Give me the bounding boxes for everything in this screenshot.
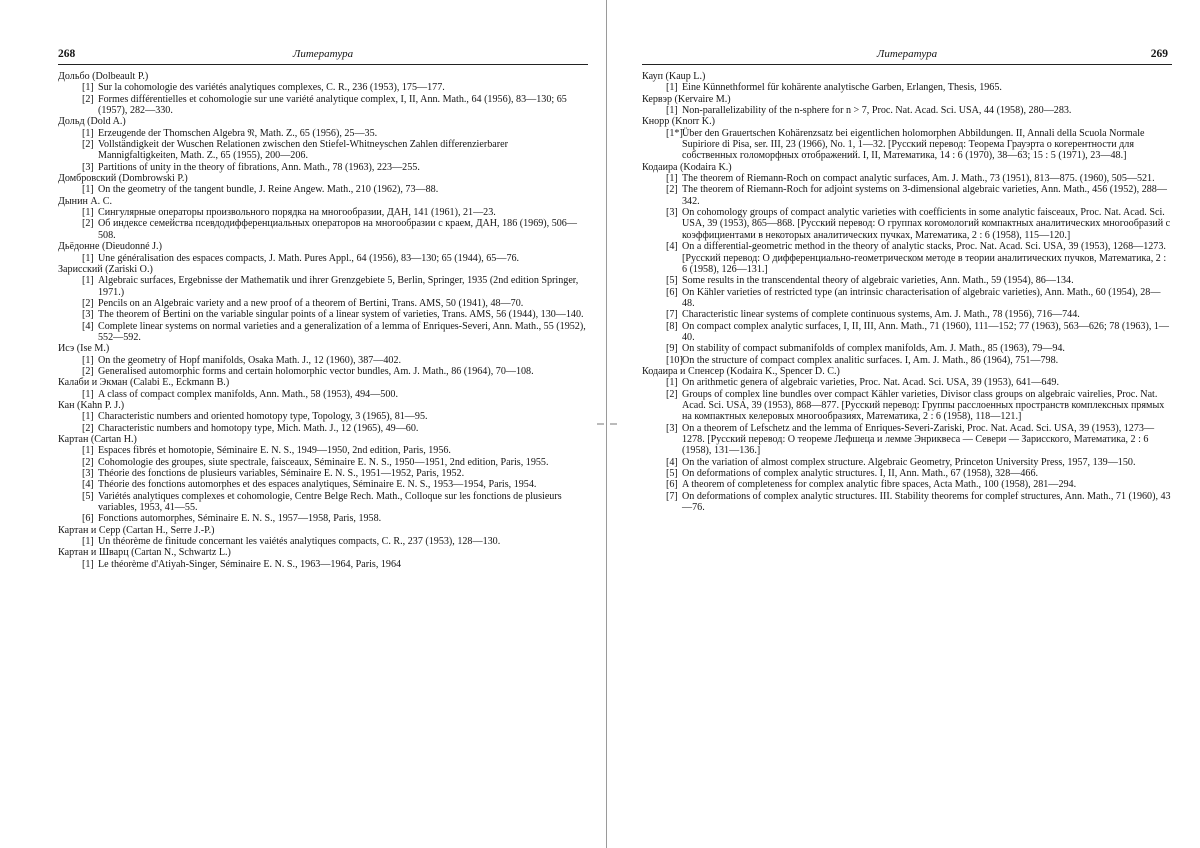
- reference-text: Characteristic numbers and oriented homotopy type, Topology, 3 (1965), 81—95.: [98, 411, 428, 423]
- bibliography-entry: [58, 116, 588, 173]
- reference-item: [58, 423, 588, 434]
- bibliography-entry: [58, 547, 588, 570]
- reference-number: [5]: [666, 468, 678, 480]
- reference-text: Über den Grauertschen Kohärenzsatz bei eigentlichen holomorphen Abbildungen. II, Annali della Scuola Normale Supiriore di Pisa, ser. III, 23 (1966), No. 1, 1—32. [Русский перевод: Теорема Грауэрта о когерентности для собственных голоморфных отображений. I, II, Математика, 14 : 6 (1970), 38—63; 15 : 5 (1971), 23—48.]: [682, 127, 1145, 162]
- bibliography-list: [58, 71, 588, 570]
- reference-item: [642, 184, 1172, 207]
- reference-item: [642, 468, 1172, 479]
- reference-text: On compact complex analytic surfaces, I, II, III, Ann. Math., 71 (1960), 111—152; 77 (1963), 563—626; 78 (1963), 1—40.: [682, 320, 1170, 343]
- bibliography-entry: [642, 116, 1172, 161]
- reference-item: [642, 309, 1172, 320]
- reference-number: [2]: [666, 184, 678, 196]
- reference-item: [642, 479, 1172, 490]
- reference-number: [2]: [82, 139, 94, 151]
- author-name: Картан (Cartan H.): [58, 434, 137, 445]
- reference-text: Об индексе семейства псевдодифференциальных операторов на многообразии с краем, ДАН, 186 (1969), 506—508.: [98, 218, 577, 241]
- bibliography-entry: [642, 162, 1172, 366]
- reference-text: Сингулярные операторы произвольного порядка на многообразии, ДАН, 141 (1961), 21—23.: [98, 207, 496, 219]
- reference-number: [1]: [666, 105, 678, 117]
- reference-text: Théorie des fonctions de plusieurs variables, Séminaire E. N. S., 1951—1952, Paris, 1952.: [98, 468, 465, 480]
- reference-text: Cohomologie des groupes, siute spectrale, faisceaux, Séminaire E. N. S., 1950—1951, 2nd edition, Paris, 1955.: [98, 456, 549, 468]
- reference-item: [58, 513, 588, 524]
- reference-number: [4]: [666, 241, 678, 253]
- reference-item: [642, 355, 1172, 366]
- reference-number: [1]: [82, 445, 94, 457]
- reference-text: On Kähler varieties of restricted type (an intrinsic characterisation of algebraic varieties), Ann. Math., 60 (1954), 28—48.: [682, 286, 1161, 309]
- reference-text: On the variation of almost complex structure. Algebraic Geometry, Princeton University Press, 1957, 139—150.: [682, 456, 1136, 468]
- reference-text: Algebraic surfaces, Ergebnisse der Mathematik und ihrer Grenzgebiete 5, Berlin, Springer, 1935 (2nd edition Springer, 1971.): [98, 275, 579, 298]
- reference-number: [1]: [82, 388, 94, 400]
- gutter-mark: [596, 420, 618, 428]
- bibliography-entry: [58, 173, 588, 196]
- reference-number: [1]: [82, 184, 94, 196]
- left-page: [58, 48, 588, 570]
- reference-number: [5]: [666, 275, 678, 287]
- page-number: 269: [1150, 48, 1168, 60]
- author-name: Дольд (Dold A.): [58, 116, 126, 128]
- bibliography-entry: [642, 94, 1172, 117]
- bibliography-entry: [58, 71, 588, 116]
- reference-text: Formes différentielles et cohomologie sur une variété analytique complex, I, II, Ann. Math., 64 (1956), 83—130; 65 (1957), 282—330.: [98, 93, 567, 117]
- right-page: [642, 48, 1172, 513]
- author-name: Дынин А. С.: [58, 195, 112, 207]
- reference-text: Un théorème de finitude concernant les vaiétés analytiques compacts, C. R., 237 (1953), 128—130.: [98, 536, 501, 548]
- reference-number: [1]: [82, 127, 94, 139]
- author-name: Кодаира (Kodaira K.): [642, 161, 732, 173]
- bibliography-entry: [58, 264, 588, 343]
- reference-item: [58, 411, 588, 422]
- bibliography-entry: [58, 241, 588, 264]
- reference-text: Sur la cohomologie des variétés analytiques complexes, C. R., 236 (1953), 175—177.: [98, 82, 445, 94]
- reference-text: Characteristic numbers and homotopy type, Mich. Math. J., 12 (1965), 49—60.: [98, 422, 419, 434]
- right-page-header: [642, 48, 1172, 65]
- reference-number: [3]: [82, 309, 94, 321]
- author-name: Домбровский (Dombrowski P.): [58, 173, 188, 185]
- reference-item: [58, 253, 588, 264]
- bibliography-entry: [642, 366, 1172, 513]
- reference-text: On deformations of complex analytic structures. III. Stability theorems for complef structures, Ann. Math., 71 (1960), 43—76.: [682, 490, 1171, 514]
- reference-number: [4]: [666, 456, 678, 468]
- bibliography-entry: [58, 343, 588, 377]
- running-title: Литература: [292, 48, 354, 60]
- reference-item: [642, 241, 1172, 275]
- bibliography-list: [642, 71, 1172, 513]
- reference-item: [642, 377, 1172, 388]
- reference-item: [58, 82, 588, 93]
- reference-number: [1]: [666, 82, 678, 94]
- reference-text: Complete linear systems on normal varieties and a generalization of a lemma of Enriques-Severi, Ann. Math., 55 (1952), 552—592.: [98, 320, 586, 343]
- author-name: Дольбо (Dolbeault P.): [58, 71, 149, 82]
- reference-text: Some results in the transcendental theory of algebraic varieties, Ann. Math., 59 (1954), 86—134.: [682, 275, 1074, 287]
- reference-item: [58, 207, 588, 218]
- reference-number: [7]: [666, 490, 678, 502]
- bibliography-entry: [58, 196, 588, 241]
- reference-item: [642, 343, 1172, 354]
- reference-item: [642, 275, 1172, 286]
- reference-text: A class of compact complex manifolds, Ann. Math., 58 (1953), 494—500.: [98, 388, 398, 400]
- reference-item: [642, 287, 1172, 310]
- bibliography-entry: [58, 377, 588, 400]
- reference-text: Partitions of unity in the theory of fibrations, Ann. Math., 78 (1963), 223—255.: [98, 161, 420, 173]
- reference-number: [2]: [82, 456, 94, 468]
- reference-number: [1]: [82, 411, 94, 423]
- reference-item: [58, 128, 588, 139]
- reference-item: [58, 298, 588, 309]
- reference-item: [642, 321, 1172, 344]
- reference-text: On the geometry of Hopf manifolds, Osaka Math. J., 12 (1960), 387—402.: [98, 354, 402, 366]
- reference-number: [1]: [666, 377, 678, 389]
- author-name: Картан и Шварц (Cartan N., Schwartz L.): [58, 547, 231, 559]
- reference-number: [2]: [82, 93, 94, 105]
- reference-item: [642, 173, 1172, 184]
- reference-item: [642, 128, 1172, 162]
- page-number: 268: [58, 48, 76, 60]
- reference-item: [58, 139, 588, 162]
- reference-text: On a theorem of Lefschetz and the lemma of Enriques-Severi-Zariski, Proc. Nat. Acad. Sci. USA, 39 (1953), 1273—1278. [Русский перевод: О теореме Лефшеца и лемме Энриквеса — Севери — Зарисского, Математика, 2 : 6 (1958), 131—136.]: [682, 422, 1155, 457]
- author-name: Зарисский (Zariski O.): [58, 263, 153, 275]
- reference-item: [642, 423, 1172, 457]
- reference-number: [1]: [82, 558, 94, 570]
- reference-number: [7]: [666, 309, 678, 321]
- reference-item: [642, 207, 1172, 241]
- reference-item: [58, 445, 588, 456]
- author-name: Дьёдонне (Dieudonné J.): [58, 241, 162, 253]
- reference-text: Generalised automorphic forms and certain holomorphic vector bundles, Am. J. Math., 86 (1964), 70—108.: [98, 365, 534, 377]
- reference-number: [1]: [82, 207, 94, 219]
- reference-number: [10]: [666, 354, 683, 366]
- reference-number: [2]: [82, 297, 94, 309]
- reference-item: [642, 82, 1172, 93]
- reference-text: Fonctions automorphes, Séminaire E. N. S., 1957—1958, Paris, 1958.: [98, 513, 382, 525]
- reference-number: [5]: [82, 490, 94, 502]
- reference-text: Eine Künnethformel für kohärente analytische Garben, Erlangen, Thesis, 1965.: [682, 82, 1002, 94]
- left-page-header: [58, 48, 588, 65]
- reference-text: Espaces fibrés et homotopie, Séminaire E. N. S., 1949—1950, 2nd edition, Paris, 1956.: [98, 445, 451, 457]
- author-name: Кнорр (Knorr K.): [642, 116, 715, 128]
- reference-number: [1]: [82, 252, 94, 264]
- reference-number: [2]: [82, 218, 94, 230]
- reference-text: A theorem of completeness for complex analytic fibre spaces, Acta Math., 100 (1958), 281—294.: [682, 479, 1077, 491]
- reference-item: [642, 491, 1172, 514]
- reference-item: [58, 366, 588, 377]
- author-name: Кервэр (Kervaire M.): [642, 93, 731, 105]
- reference-text: Groups of complex line bundles over compact Kähler varieties, Divisor class groups on algebraic vairelies, Proc. Nat. Acad. Sci. USA, 39 (1953), 868—877. [Русский перевод: Группы расслоенных пространств комплексных прямых на компактных келеровых многообразиях, Математика, 2 : 6 (1958), 118—121.]: [682, 388, 1165, 423]
- reference-text: On deformations of complex analytic structures. I, II, Ann. Math., 67 (1958), 328—466.: [682, 468, 1039, 480]
- reference-text: Vollständigkeit der Wuschen Relationen zwischen den Stiefel-Whitneyschen Zahlen differenzierbarer Mannigfaltigkeiten, Math. Z., 65 (1955), 200—206.: [98, 139, 508, 162]
- reference-number: [3]: [82, 468, 94, 480]
- reference-text: Une généralisation des espaces compacts, J. Math. Pures Appl., 64 (1956), 83—130; 65 (1944), 65—76.: [98, 252, 520, 264]
- reference-item: [58, 162, 588, 173]
- reference-text: On stability of compact submanifolds of complex manifolds, Am. J. Math., 85 (1963), 79—94.: [682, 343, 1065, 355]
- reference-text: On cohomology groups of compact analytic varieties with coefficients in some analytic faisceaux, Proc. Nat. Acad. Sci. USA, 39 (1953), 865—868. [Русский перевод: О группах когомологий компактных аналитических многообразий с коэффициентами в некоторых аналитических пучках, Математика, 2 : 6 (1958), 115—120.]: [682, 207, 1171, 241]
- reference-number: [1]: [82, 275, 94, 287]
- reference-text: Pencils on an Algebraic variety and a new proof of a theorem of Bertini, Trans. AMS, 50 (1941), 48—70.: [98, 297, 524, 309]
- reference-number: [8]: [666, 320, 678, 332]
- reference-number: [4]: [82, 479, 94, 491]
- reference-number: [3]: [666, 422, 678, 434]
- reference-text: The theorem of Bertini on the variable singular points of a linear system of varieties, Trans. AMS, 56 (1944), 130—140.: [98, 309, 584, 321]
- reference-text: Characteristic linear systems of complete continuous systems, Am. J. Math., 78 (1956), 716—744.: [682, 309, 1080, 321]
- reference-item: [58, 457, 588, 468]
- reference-item: [642, 389, 1172, 423]
- running-title: Литература: [876, 48, 938, 60]
- author-name: Кан (Kahn P. J.): [58, 399, 125, 411]
- bibliography-entry: [642, 71, 1172, 94]
- reference-text: Le théorème d'Atiyah-Singer, Séminaire E. N. S., 1963—1964, Paris, 1964: [98, 558, 402, 570]
- author-name: Калаби и Экман (Calabi E., Eckmann B.): [58, 377, 230, 389]
- bibliography-entry: [58, 434, 588, 525]
- reference-item: [58, 389, 588, 400]
- reference-text: Non-parallelizability of the n-sphere for n > 7, Proc. Nat. Acad. Sci. USA, 44 (1958), 280—283.: [682, 105, 1072, 117]
- reference-text: The theorem of Riemann-Roch on compact analytic surfaces, Am. J. Math., 73 (1951), 813—875. (1960), 505—521.: [682, 173, 1155, 185]
- reference-number: [3]: [666, 207, 678, 219]
- reference-item: [58, 184, 588, 195]
- reference-item: [58, 355, 588, 366]
- reference-item: [58, 321, 588, 344]
- reference-number: [2]: [666, 388, 678, 400]
- reference-number: [3]: [82, 161, 94, 173]
- reference-number: [1]: [666, 173, 678, 185]
- reference-text: On arithmetic genera of algebraic varieties, Proc. Nat. Acad. Sci. USA, 39 (1953), 641—649.: [682, 377, 1060, 389]
- reference-text: The theorem of Riemann-Roch for adjoint systems on 3-dimensional algebraic varieties, Ann. Math., 456 (1952), 288—342.: [682, 184, 1167, 207]
- reference-item: [58, 309, 588, 320]
- reference-item: [58, 94, 588, 117]
- author-name: Картан и Серр (Cartan H., Serre J.-P.): [58, 524, 215, 536]
- reference-item: [58, 536, 588, 547]
- bibliography-entry: [58, 525, 588, 548]
- reference-text: On the geometry of the tangent bundle, J. Reine Angew. Math., 210 (1962), 73—88.: [98, 184, 439, 196]
- reference-number: [4]: [82, 320, 94, 332]
- bibliography-entry: [58, 400, 588, 434]
- reference-number: [1*]: [666, 127, 683, 139]
- reference-item: [58, 275, 588, 298]
- reference-text: On the structure of compact complex analitic surfaces. I, Am. J. Math., 86 (1964), 751—798.: [682, 354, 1059, 366]
- reference-number: [1]: [82, 354, 94, 366]
- author-name: Исэ (Ise M.): [58, 343, 110, 355]
- reference-text: Théorie des fonctions automorphes et des espaces analytiques, Séminaire E. N. S., 1953—1954, Paris, 1954.: [98, 479, 537, 491]
- reference-item: [58, 491, 588, 514]
- reference-number: [6]: [666, 286, 678, 298]
- reference-text: Erzeugende der Thomschen Algebra 𝔑, Math. Z., 65 (1956), 25—35.: [98, 127, 378, 139]
- reference-item: [58, 559, 588, 570]
- reference-text: Variétés analytiques complexes et cohomologie, Centre Belge Rech. Math., Colloque sur les fonctions de plusieurs variables, 1953, 41—55.: [98, 490, 562, 514]
- author-name: Кауп (Kaup L.): [642, 71, 706, 82]
- reference-number: [1]: [82, 536, 94, 548]
- reference-text: On a differential-geometric method in the theory of analytic stacks, Proc. Nat. Acad. Sci. USA, 39 (1953), 1268—1273. [Русский перевод: О дифференциально-геометрическом методе в теории аналитических пучков, Математика, 2 : 6 (1958), 126—131.]: [682, 241, 1167, 275]
- author-name: Кодаира и Спенсер (Kodaira K., Spencer D. C.): [642, 365, 840, 377]
- reference-item: [642, 105, 1172, 116]
- reference-number: [6]: [82, 513, 94, 525]
- reference-item: [58, 468, 588, 479]
- reference-number: [2]: [82, 422, 94, 434]
- reference-number: [2]: [82, 365, 94, 377]
- reference-number: [6]: [666, 479, 678, 491]
- reference-number: [9]: [666, 343, 678, 355]
- reference-item: [642, 457, 1172, 468]
- reference-item: [58, 479, 588, 490]
- reference-number: [1]: [82, 82, 94, 94]
- reference-item: [58, 218, 588, 241]
